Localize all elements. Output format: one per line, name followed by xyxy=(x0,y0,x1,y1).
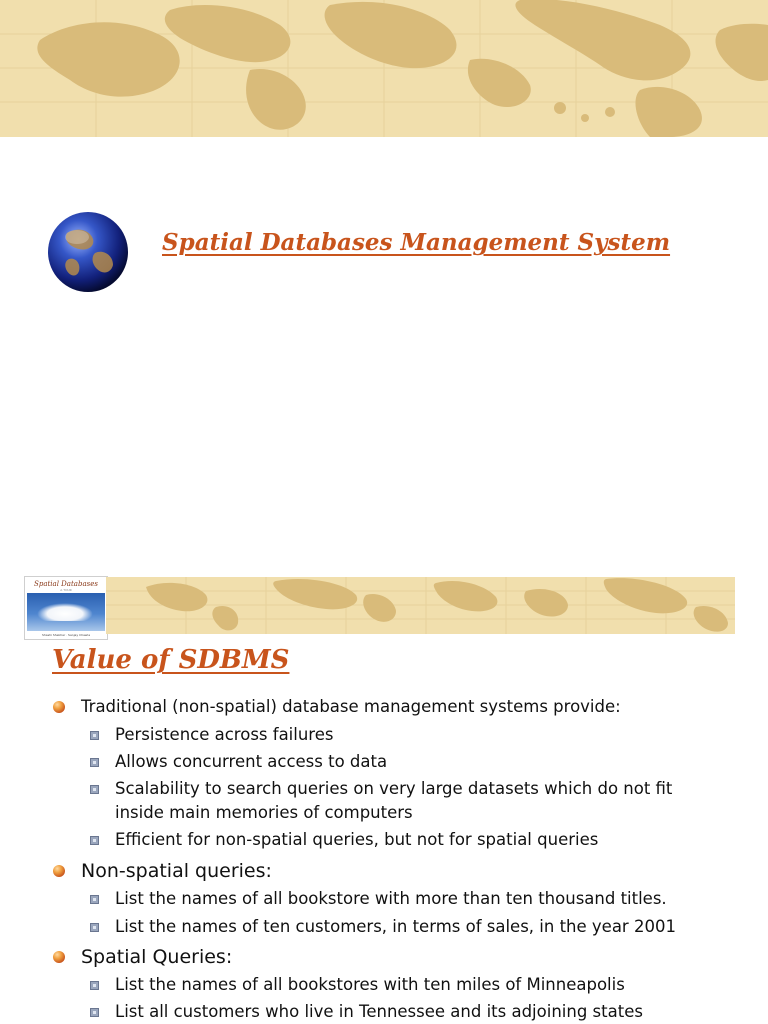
sub-bullet-item xyxy=(115,777,672,801)
square-bullet-icon xyxy=(90,1008,99,1017)
slide-title: Value of SDBMS xyxy=(52,645,290,675)
sub-bullet-text: List all customers who live in Tennessee and its adjoining states xyxy=(115,1002,643,1021)
bullet-item xyxy=(81,695,621,719)
sub-bullet-item xyxy=(115,1000,643,1024)
sub-bullet-text: List the names of all bookstore with more than ten thousand titles. xyxy=(115,889,667,908)
sub-bullet-text: Efficient for non-spatial queries, but not for spatial queries xyxy=(115,830,599,849)
square-bullet-icon xyxy=(90,758,99,767)
square-bullet-icon xyxy=(90,923,99,932)
sub-bullet-item xyxy=(115,887,667,911)
square-bullet-icon xyxy=(90,731,99,740)
sub-bullet-item xyxy=(115,973,625,997)
bullet-item xyxy=(81,943,232,971)
cloud-image xyxy=(37,603,93,621)
world-map-banner xyxy=(0,0,768,137)
book-authors: Shashi Shekhar · Sanjay Chawla xyxy=(41,633,91,637)
sub-bullet-text: List the names of all bookstores with ten miles of Minneapolis xyxy=(115,975,625,994)
sub-bullet-text: inside main memories of computers xyxy=(115,803,413,822)
book-title: Spatial Databases xyxy=(34,580,98,588)
orange-bullet-icon xyxy=(53,701,65,713)
square-bullet-icon xyxy=(90,895,99,904)
book-cover-image xyxy=(24,576,108,640)
sub-bullet-item xyxy=(115,915,676,939)
slide-title: Spatial Databases Management System xyxy=(162,229,671,256)
square-bullet-icon xyxy=(90,785,99,794)
sub-bullet-continuation xyxy=(115,801,413,825)
sub-bullet-text: List the names of ten customers, in terms of sales, in the year 2001 xyxy=(115,917,676,936)
orange-bullet-icon xyxy=(53,951,65,963)
bullet-text: Spatial Queries: xyxy=(81,946,233,968)
globe-icon xyxy=(47,211,129,293)
sub-bullet-text: Scalability to search queries on very large datasets which do not fit xyxy=(115,779,673,798)
world-map-icon xyxy=(0,0,768,137)
bullet-text: Non-spatial queries: xyxy=(81,860,272,882)
sub-bullet-item xyxy=(115,750,387,774)
sub-bullet-text: Persistence across failures xyxy=(115,725,334,744)
book-subtitle: A TOUR xyxy=(60,588,72,592)
sub-bullet-item xyxy=(115,723,333,747)
bullet-item xyxy=(81,857,272,885)
world-map-icon xyxy=(106,577,735,634)
square-bullet-icon xyxy=(90,836,99,845)
bullet-text: Traditional (non-spatial) database management systems provide: xyxy=(81,697,621,716)
world-map-banner-small xyxy=(106,577,735,634)
sub-bullet-text: Allows concurrent access to data xyxy=(115,752,388,771)
sub-bullet-item xyxy=(115,828,598,852)
orange-bullet-icon xyxy=(53,865,65,877)
square-bullet-icon xyxy=(90,981,99,990)
